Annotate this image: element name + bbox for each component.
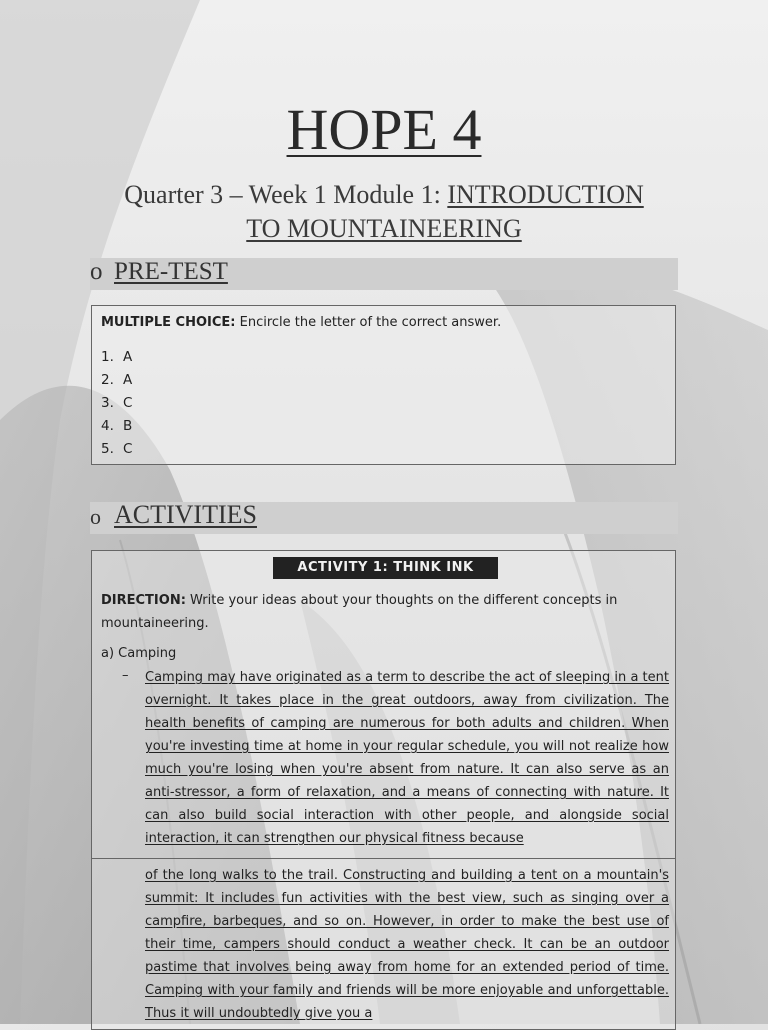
list-item: [101, 415, 132, 438]
document-subtitle: [90, 178, 678, 246]
answer-number: 2.: [101, 372, 114, 388]
dash-bullet-icon: –: [122, 668, 129, 683]
direction-text: [101, 589, 669, 635]
activity-badge: ACTIVITY 1: THINK INK: [273, 557, 498, 579]
section-header-pretest: [90, 258, 678, 290]
answer-number: 3.: [101, 395, 114, 411]
answer-letter: C: [123, 441, 133, 457]
direction-label: DIRECTION:: [101, 593, 186, 608]
list-item: [101, 438, 132, 461]
answer-paragraph: Camping may have originated as a term to describe the act of sleeping in a tent overnight. It takes place in the great outdoors, away from civilization. The health benefits of camping are numerous for both adults and children. When you're investing time at home in your regular schedule, you will not realize how much you're losing when you're absent from nature. It can also serve as an anti-stressor, a form of relaxation, and a means of connecting with nature. It can also build social interaction with other people, and alongside social interaction, it can strengthen our physical fitness because: [145, 670, 669, 846]
bullet-icon: o: [90, 504, 101, 529]
answer-letter: A: [123, 349, 133, 365]
pretest-box: [91, 305, 676, 465]
answer-letter: C: [123, 395, 133, 411]
activity-box: [91, 550, 676, 1030]
answer-letter: A: [123, 372, 133, 388]
list-item: [101, 346, 132, 369]
direction-body: Write your ideas about your thoughts on the different concepts in mountaineering.: [101, 593, 618, 631]
subtitle-topic-line1: INTRODUCTION: [447, 180, 644, 209]
section-title: PRE-TEST: [114, 258, 228, 285]
instruction-label: MULTIPLE CHOICE:: [101, 315, 236, 330]
section-title: ACTIVITIES: [114, 500, 257, 529]
subtitle-topic-line2: TO MOUNTAINEERING: [246, 214, 522, 243]
bullet-icon: o: [90, 258, 103, 285]
page-break-divider: [92, 858, 675, 859]
instruction-text: Encircle the letter of the correct answer.: [235, 315, 502, 330]
answer-number: 5.: [101, 441, 114, 457]
answer-number: 4.: [101, 418, 114, 434]
instruction-line: [101, 315, 501, 330]
list-item: [101, 392, 132, 415]
subtitle-prefix: Quarter 3 – Week 1 Module 1:: [124, 180, 448, 209]
answer-letter: B: [123, 418, 133, 434]
section-header-activities: [90, 502, 678, 534]
answer-paragraph-continued: of the long walks to the trail. Constructing and building a tent on a mountain's summit: It includes fun activities with the best view, such as singing over a campfire, barbeques, and so on. However, in order to make the best use of their time, campers should conduct a weather check. It can be an outdoor pastime that involves being away from home for an extended period of time. Camping with your family and friends will be more enjoyable and unforgettable. Thus it will undoubtedly give you a: [145, 868, 669, 1021]
answer-number: 1.: [101, 349, 114, 365]
list-item: [101, 369, 132, 392]
answer-list: [101, 346, 132, 461]
item-label: a) Camping: [101, 646, 177, 661]
document-title: HOPE 4: [286, 97, 482, 162]
